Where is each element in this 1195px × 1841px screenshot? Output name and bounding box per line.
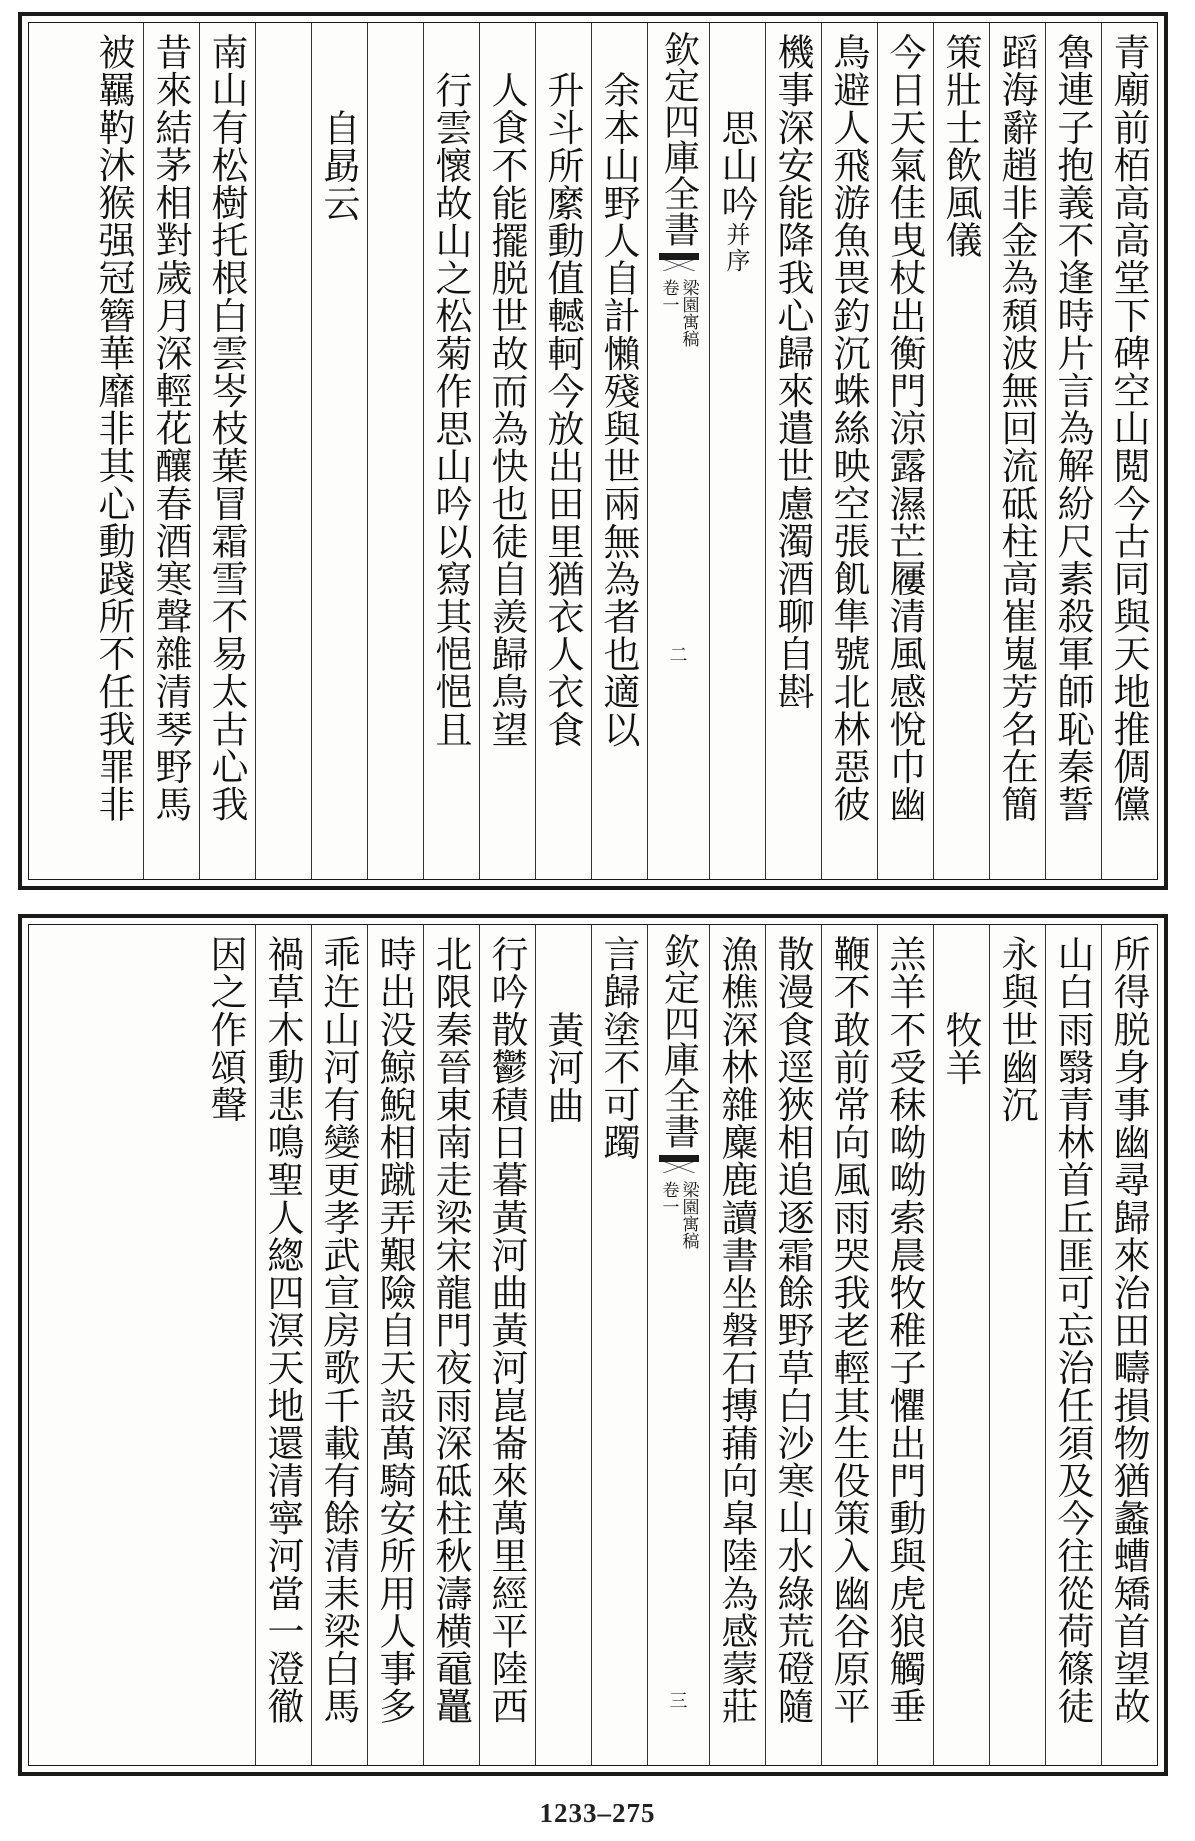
column-text [256, 925, 308, 1765]
text-column [591, 925, 647, 1765]
leaf-number: 二 [669, 645, 688, 666]
column-text [144, 23, 196, 879]
text-column [989, 925, 1045, 1765]
verse-text: 羔羊不受秣呦呦索晨牧稚子懼出門動與虎狼觸垂 [883, 935, 926, 1725]
verse-text: 乖迕山河有變更孝武宣房歌千載有餘清耒梁白馬 [317, 935, 360, 1725]
column-text [1046, 23, 1098, 879]
text-column [877, 925, 933, 1765]
verse-text: 山白雨翳青林首丘匪可忘治任須及今往從荷篠徒 [1051, 935, 1094, 1725]
text-column [535, 925, 591, 1765]
text-column [367, 925, 423, 1765]
text-column [1101, 925, 1157, 1765]
text-column [989, 23, 1045, 879]
verse-text: 漁樵深林雜麋鹿讀書坐磐石摶蒱向皐陸為感蒙莊 [715, 935, 758, 1725]
column-text [934, 925, 986, 1765]
verse-text: 南山有松樹托根白雲岑枝葉冒霜雪不易太古心我 [205, 33, 248, 823]
verse-text: 今日天氣佳曳杖出衡門涼露濕芒屨清風感悅巾幽 [883, 33, 926, 823]
preface-note: 并序 [722, 221, 750, 274]
fishtail-ornament [659, 253, 699, 271]
verse-text: 禍草木動悲鳴聖人緫四溟天地還清寧河當一澄徹 [261, 935, 304, 1725]
column-text [199, 925, 251, 1765]
verse-text: 所得脱身事幽尋歸來治田疇損物猶蠡螬矯首望故 [1107, 935, 1150, 1725]
verse-text: 行吟散鬱積日暮黃河曲黃河崑崙來萬里經平陸西 [485, 935, 528, 1725]
verse-text: 升斗所縻動值轗軻今放出田里猶衣人衣食 [541, 71, 584, 748]
text-column [479, 925, 535, 1765]
column-text [766, 23, 818, 879]
text-column [821, 925, 877, 1765]
column-text [1102, 925, 1154, 1765]
text-column [709, 925, 765, 1765]
column-text [480, 23, 532, 879]
column-text [536, 925, 588, 1765]
verse-text: 時出没鯨鯢相蹴弄艱險自天設萬騎安所用人事多 [373, 935, 416, 1725]
center-fold [647, 925, 709, 1765]
verse-text: 鞭不敢前常向風雨哭我老輕其生伇策入幽谷原平 [827, 935, 870, 1725]
top-page-columns [28, 22, 1158, 880]
column-text [424, 23, 476, 879]
text-column [535, 23, 591, 879]
text-column [87, 23, 143, 879]
text-column [479, 23, 535, 879]
volume-label [660, 279, 698, 347]
column-text [878, 925, 930, 1765]
column-text [592, 925, 644, 1765]
text-column [709, 23, 765, 879]
verse-text: 行雲懷故山之松菊作思山吟以寫其悒悒且 [429, 71, 472, 748]
text-column [311, 23, 367, 879]
verse-text: 魯連子抱義不逢時片言為解紛尺素殺軍師恥秦誓 [1051, 33, 1094, 823]
column-text [200, 23, 252, 879]
book-title: 梁園寓稿 [678, 279, 699, 347]
column-text [822, 23, 874, 879]
text-column [143, 23, 199, 879]
column-text [710, 925, 762, 1765]
verse-text: 永與世幽沉 [995, 935, 1038, 1123]
verse-text: 散漫食逕狹相追逐霜餘野草白沙寒山水綠荒磴隨 [771, 935, 814, 1725]
book-title: 梁園寓稿 [678, 1181, 699, 1249]
text-column [255, 23, 311, 879]
text-column [423, 925, 479, 1765]
text-column [255, 925, 311, 1765]
fishtail-ornament [659, 1155, 699, 1173]
text-column [1045, 23, 1101, 879]
text-column [765, 23, 821, 879]
bottom-page [18, 914, 1168, 1776]
text-column [765, 925, 821, 1765]
column-text [424, 925, 476, 1765]
verse-text: 被羈靮沐猴强冠簪華靡非其心動踐所不任我罪非 [92, 33, 135, 823]
verse-text: 言歸塗不可躅 [597, 935, 640, 1161]
verse-text: 人食不能擺脱世故而為快也徒自羨歸鳥望 [485, 71, 528, 748]
text-column [423, 23, 479, 879]
column-text [878, 23, 930, 879]
verse-text: 青廟前栢高高堂下碑空山閲今古同與天地推倜儻 [1107, 33, 1150, 823]
text-column [199, 23, 255, 879]
column-text [536, 23, 588, 879]
column-text [710, 23, 762, 879]
text-column [933, 23, 989, 879]
verse-text: 策壯士飲風儀 [939, 33, 982, 259]
column-text [592, 23, 644, 879]
column-text [1102, 23, 1154, 879]
text-column [591, 23, 647, 879]
column-text [990, 925, 1042, 1765]
column-text [934, 23, 986, 879]
text-column [199, 925, 255, 1765]
verse-text: 因之作頌聲 [204, 935, 247, 1123]
text-column [311, 925, 367, 1765]
column-text [312, 925, 364, 1765]
verse-text: 蹈海辭趙非金為頹波無回流砥柱高崔嵬芳名在簡 [995, 33, 1038, 823]
chapter-label: 卷一 [658, 1181, 679, 1215]
text-column [933, 925, 989, 1765]
column-text [312, 23, 364, 879]
column-text [480, 925, 532, 1765]
text-column [877, 23, 933, 879]
column-text [990, 23, 1042, 879]
verse-text: 黃河曲 [541, 1011, 584, 1124]
verse-text: 思山吟 [715, 109, 758, 222]
verse-text: 北限秦晉東南走梁宋龍門夜雨深砥柱秋濤横黿鼉 [429, 935, 472, 1725]
column-text [766, 925, 818, 1765]
column-text [822, 925, 874, 1765]
text-column [1045, 925, 1101, 1765]
verse-text: 昔來結茅相對歲月深輕花釀春酒寒聲雜清琴野馬 [149, 33, 192, 823]
page-code: 1233–275 [539, 1798, 656, 1828]
volume-label [660, 1181, 698, 1249]
text-column [367, 23, 423, 879]
text-column [1101, 23, 1157, 879]
column-text [1046, 925, 1098, 1765]
chapter-label: 卷一 [658, 279, 679, 313]
collection-title: 欽定四庫全書 [658, 933, 700, 1149]
collection-title: 欽定四庫全書 [658, 31, 700, 247]
verse-text: 鳥避人飛游魚畏釣沉蛛絲映空張飢隼號北林惡彼 [827, 33, 870, 823]
leaf-number: 三 [669, 1691, 688, 1712]
verse-text: 機事深安能降我心歸來遣世慮濁酒聊自斟 [771, 33, 814, 710]
bottom-page-columns [28, 924, 1158, 1766]
text-column [821, 23, 877, 879]
verse-text: 自勗云 [317, 109, 360, 222]
center-fold [647, 23, 709, 879]
top-page [18, 12, 1168, 890]
verse-text: 牧羊 [939, 1011, 982, 1087]
verse-text: 余本山野人自計懶殘與世兩無為者也適以 [597, 71, 640, 748]
column-text [87, 23, 139, 879]
column-text [368, 925, 420, 1765]
